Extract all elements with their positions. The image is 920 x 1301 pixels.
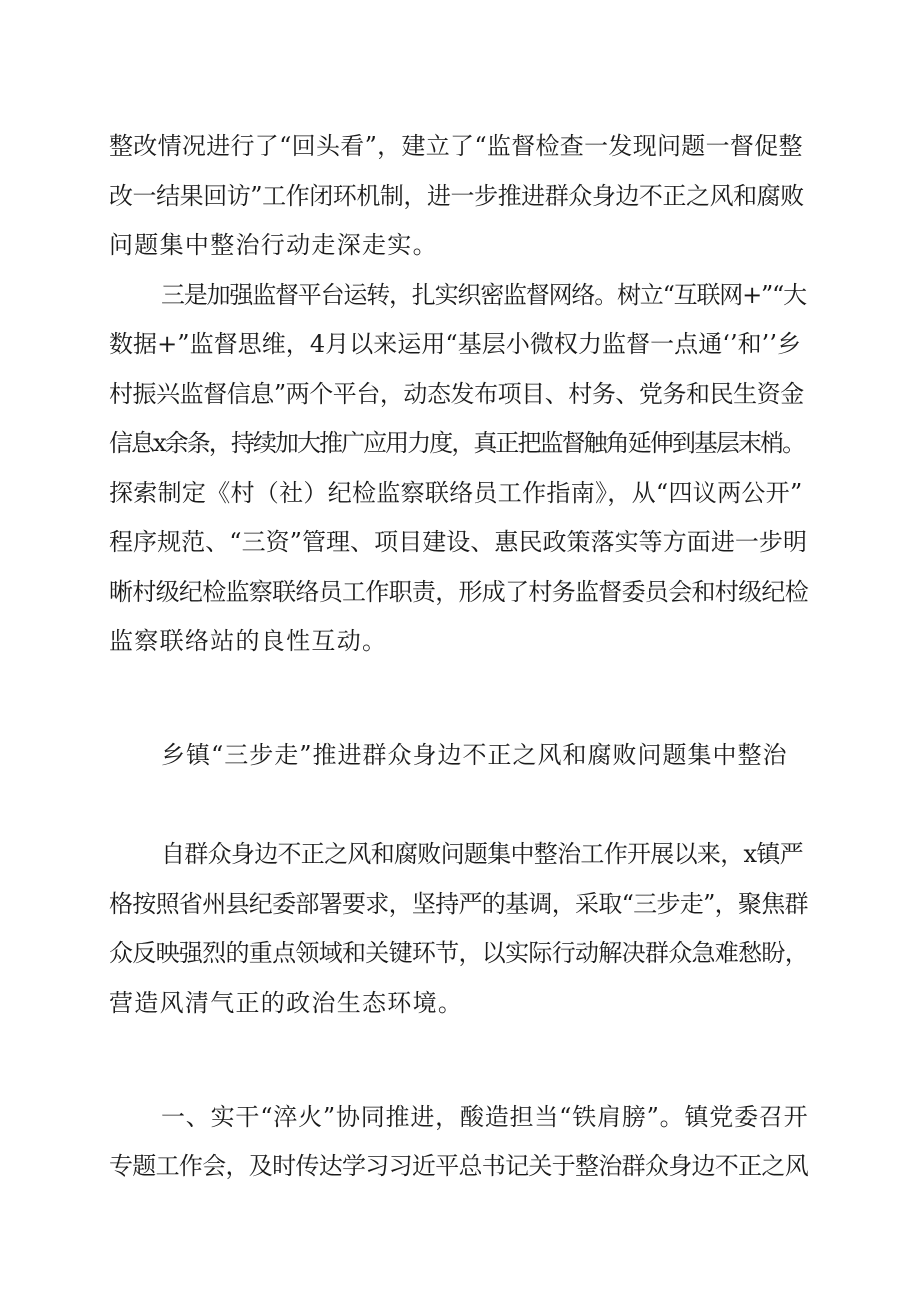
paragraph-line: 营造风清气正的政治生态环境。 — [109, 989, 464, 1017]
article-title: 乡镇“三步走”推进群众身边不正之风和腐败问题集中整治 — [161, 741, 788, 769]
paragraph-line: 探索制定《村（社）纪检监察联络员工作指南》，从“四议两公开” — [109, 479, 803, 507]
paragraph-line: 程序规范、“三资”管理、项目建设、惠民政策落实等方面进一步明 — [109, 528, 808, 556]
paragraph-line: 改一结果回访”工作闭环机制，进一步推进群众身边不正之风和腐败 — [109, 182, 804, 210]
paragraph-line: 众反映强烈的重点领域和关键环节，以实际行动解决群众急难愁盼， — [109, 939, 808, 967]
paragraph-line: 三是加强监督平台运转，扎实织密监督网络。树立“互联网+”“大 — [161, 281, 806, 309]
paragraph-line: 晰村级纪检监察联络员工作职责，形成了村务监督委员会和村级纪检 — [109, 578, 808, 606]
paragraph-line: 问题集中整治行动走深走实。 — [109, 231, 438, 259]
paragraph-line: 监察联络站的良性互动。 — [109, 627, 388, 655]
paragraph-line: 村振兴监督信息”两个平台，动态发布项目、村务、党务和民生资金 — [109, 380, 804, 408]
paragraph-line: 格按照省州县纪委部署要求，坚持严的基调，采取“三步走”，聚焦群 — [109, 890, 808, 918]
paragraph-line: 自群众身边不正之风和腐败问题集中整治工作开展以来，x镇严 — [161, 840, 803, 868]
paragraph-line: 专题工作会，及时传达学习习近平总书记关于整治群众身边不正之风 — [109, 1152, 808, 1180]
paragraph-line: 一、实干“淬火”协同推进，酸造担当“铁肩膀”。镇党委召开 — [161, 1103, 809, 1131]
paragraph-line: 信息x余条，持续加大推广应用力度，真正把监督触角延伸到基层末梢。 — [109, 429, 805, 457]
paragraph-line: 数据+”监督思维，4月以来运用“基层小微权力监督一点通‘’和’’乡 — [109, 330, 802, 358]
paragraph-line: 整改情况进行了“回头看”，建立了“监督检查一发现问题一督促整 — [109, 132, 803, 160]
